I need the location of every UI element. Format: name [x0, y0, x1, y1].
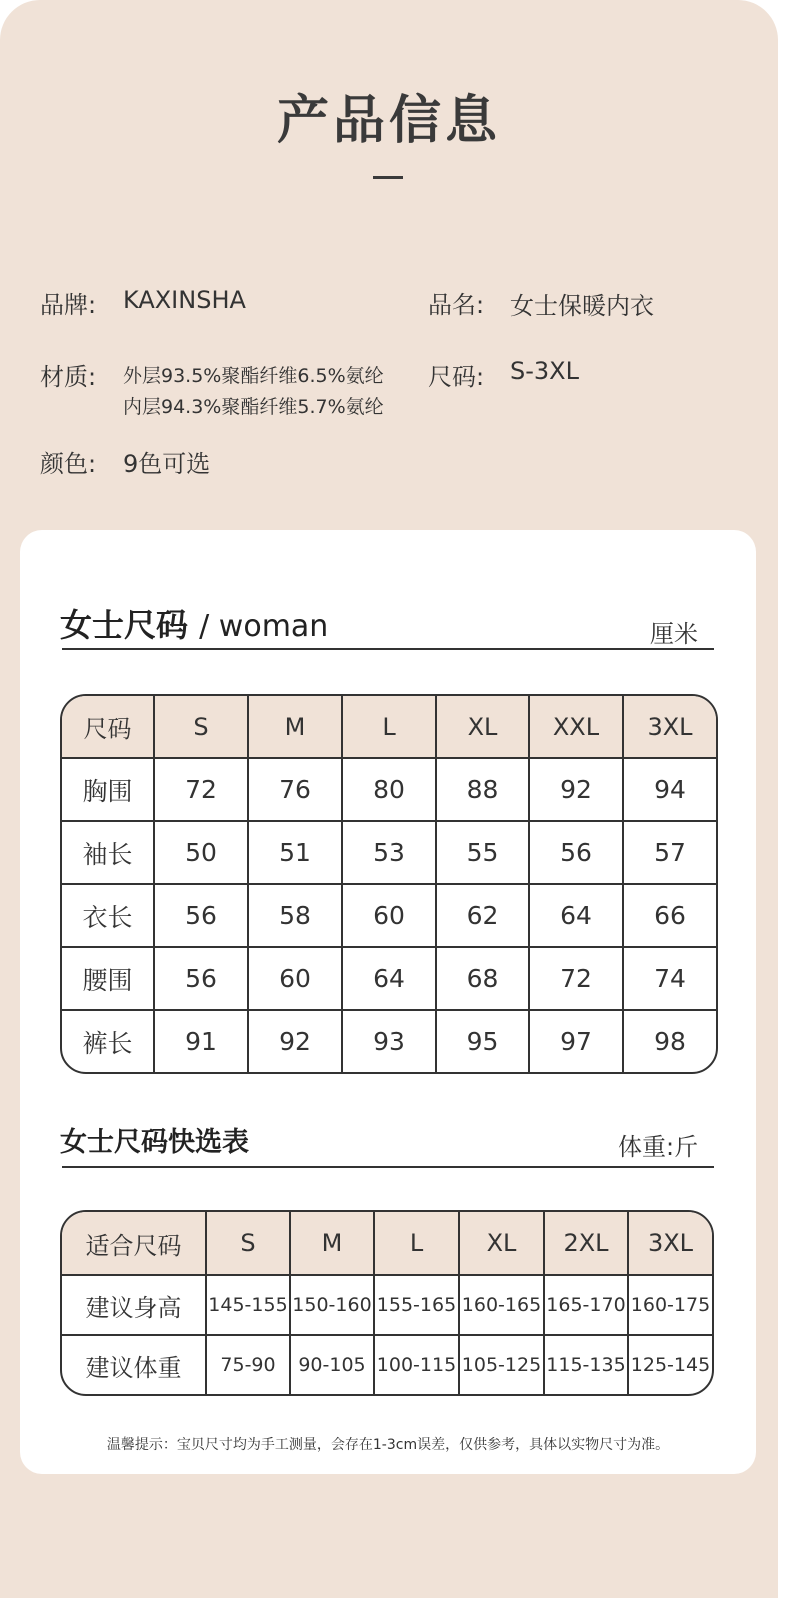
- table-row: [62, 759, 716, 822]
- table-cell: 94: [624, 759, 716, 822]
- material-label: 材质:: [40, 363, 97, 391]
- table-cell: 95: [437, 1011, 530, 1072]
- row-label: 胸围: [62, 759, 155, 822]
- product-name-value: 女士保暖内衣: [510, 292, 654, 320]
- material-line-inner: 内层94.3%聚酯纤维5.7%氨纶: [123, 396, 384, 418]
- size-chart-header-row: [62, 696, 716, 759]
- row-label: 衣长: [62, 885, 155, 948]
- table-cell: 88: [437, 759, 530, 822]
- quick-chart-title: 女士尺码快选表: [60, 1127, 249, 1158]
- header-cell: 3XL: [629, 1212, 712, 1276]
- header-cell: M: [249, 696, 343, 759]
- product-name-label: 品名:: [428, 291, 485, 319]
- table-cell: 72: [530, 948, 624, 1011]
- table-cell: 51: [249, 822, 343, 885]
- row-label: 裤长: [62, 1011, 155, 1072]
- header-cell: XL: [437, 696, 530, 759]
- header-cell: L: [343, 696, 437, 759]
- table-cell: 66: [624, 885, 716, 948]
- page-title: 产品信息: [276, 91, 501, 151]
- quick-chart-header-row: [62, 1212, 712, 1276]
- brand-value: KAXINSHA: [123, 286, 246, 314]
- size-range-value: S-3XL: [510, 357, 579, 385]
- table-cell: 90-105: [291, 1336, 375, 1394]
- table-cell: 53: [343, 822, 437, 885]
- table-cell: 105-125: [460, 1336, 545, 1394]
- table-row: [62, 1276, 712, 1336]
- size-range-label: 尺码:: [428, 363, 485, 391]
- table-cell: 56: [530, 822, 624, 885]
- quick-chart-unit: 体重:斤: [618, 1133, 699, 1161]
- table-cell: 92: [249, 1011, 343, 1072]
- size-chart-table: [60, 694, 718, 1074]
- material-line-outer: 外层93.5%聚酯纤维6.5%氨纶: [123, 365, 384, 387]
- table-cell: 93: [343, 1011, 437, 1072]
- color-value: 9色可选: [123, 450, 211, 478]
- header-cell: XL: [460, 1212, 545, 1276]
- size-chart-title: [60, 600, 328, 646]
- table-cell: 98: [654, 1027, 686, 1056]
- header-cell: L: [375, 1212, 460, 1276]
- row-label: 建议身高: [62, 1276, 207, 1336]
- table-cell: 97: [530, 1011, 624, 1072]
- header-cell: XXL: [530, 696, 624, 759]
- table-cell: 60: [249, 948, 343, 1011]
- header-cell: 2XL: [545, 1212, 629, 1276]
- header-cell: 适合尺码: [62, 1212, 207, 1276]
- table-cell: 58: [249, 885, 343, 948]
- table-cell: 64: [343, 948, 437, 1011]
- table-cell: 55: [437, 822, 530, 885]
- table-row: [62, 948, 716, 1011]
- table-cell: 92: [530, 759, 624, 822]
- header-cell: S: [155, 696, 249, 759]
- table-cell: 57: [624, 822, 716, 885]
- table-cell: 56: [155, 885, 249, 948]
- header-cell: 尺码: [62, 696, 155, 759]
- header-cell: 3XL: [624, 696, 716, 759]
- row-label: 建议体重: [62, 1336, 207, 1394]
- table-row: [62, 1336, 712, 1394]
- table-cell: 145-155: [207, 1276, 291, 1336]
- size-chart-title-cn: 女士尺码: [60, 606, 189, 644]
- table-cell: 115-135: [545, 1336, 629, 1394]
- table-cell: 72: [155, 759, 249, 822]
- quick-chart-rule: [62, 1166, 714, 1168]
- table-cell: 62: [437, 885, 530, 948]
- size-chart-rule: [62, 648, 714, 650]
- table-cell: 60: [343, 885, 437, 948]
- table-cell: 75-90: [207, 1336, 291, 1394]
- table-cell: 160-175: [629, 1276, 712, 1336]
- table-cell: 64: [530, 885, 624, 948]
- table-row: [62, 1011, 716, 1072]
- table-cell: 150-160: [291, 1276, 375, 1336]
- color-label: 颜色:: [40, 450, 97, 478]
- table-cell: 74: [624, 948, 716, 1011]
- header-cell: S: [207, 1212, 291, 1276]
- table-cell: 165-170: [545, 1276, 629, 1336]
- row-label: 袖长: [62, 822, 155, 885]
- table-cell: 68: [437, 948, 530, 1011]
- table-row: [62, 885, 716, 948]
- table-cell: 155-165: [375, 1276, 460, 1336]
- table-cell: 50: [155, 822, 249, 885]
- quick-chart-table: [60, 1210, 714, 1396]
- measurement-note: 温馨提示：宝贝尺寸均为手工测量，会存在1-3cm误差，仅供参考，具体以实物尺寸为准。: [106, 1437, 670, 1453]
- row-label: 腰围: [62, 948, 155, 1011]
- table-cell: 160-165: [460, 1276, 545, 1336]
- table-cell: 125-145: [630, 1354, 711, 1376]
- table-row: [62, 822, 716, 885]
- title-divider: [373, 176, 403, 179]
- size-chart-unit: 厘米: [650, 620, 698, 648]
- table-cell: 80: [343, 759, 437, 822]
- header-cell: M: [291, 1212, 375, 1276]
- size-chart-title-en: / woman: [199, 609, 329, 644]
- table-cell: 91: [155, 1011, 249, 1072]
- table-cell: 56: [155, 948, 249, 1011]
- brand-label: 品牌:: [40, 291, 97, 319]
- table-cell: 76: [249, 759, 343, 822]
- table-cell: 100-115: [375, 1336, 460, 1394]
- size-card: [20, 530, 756, 1474]
